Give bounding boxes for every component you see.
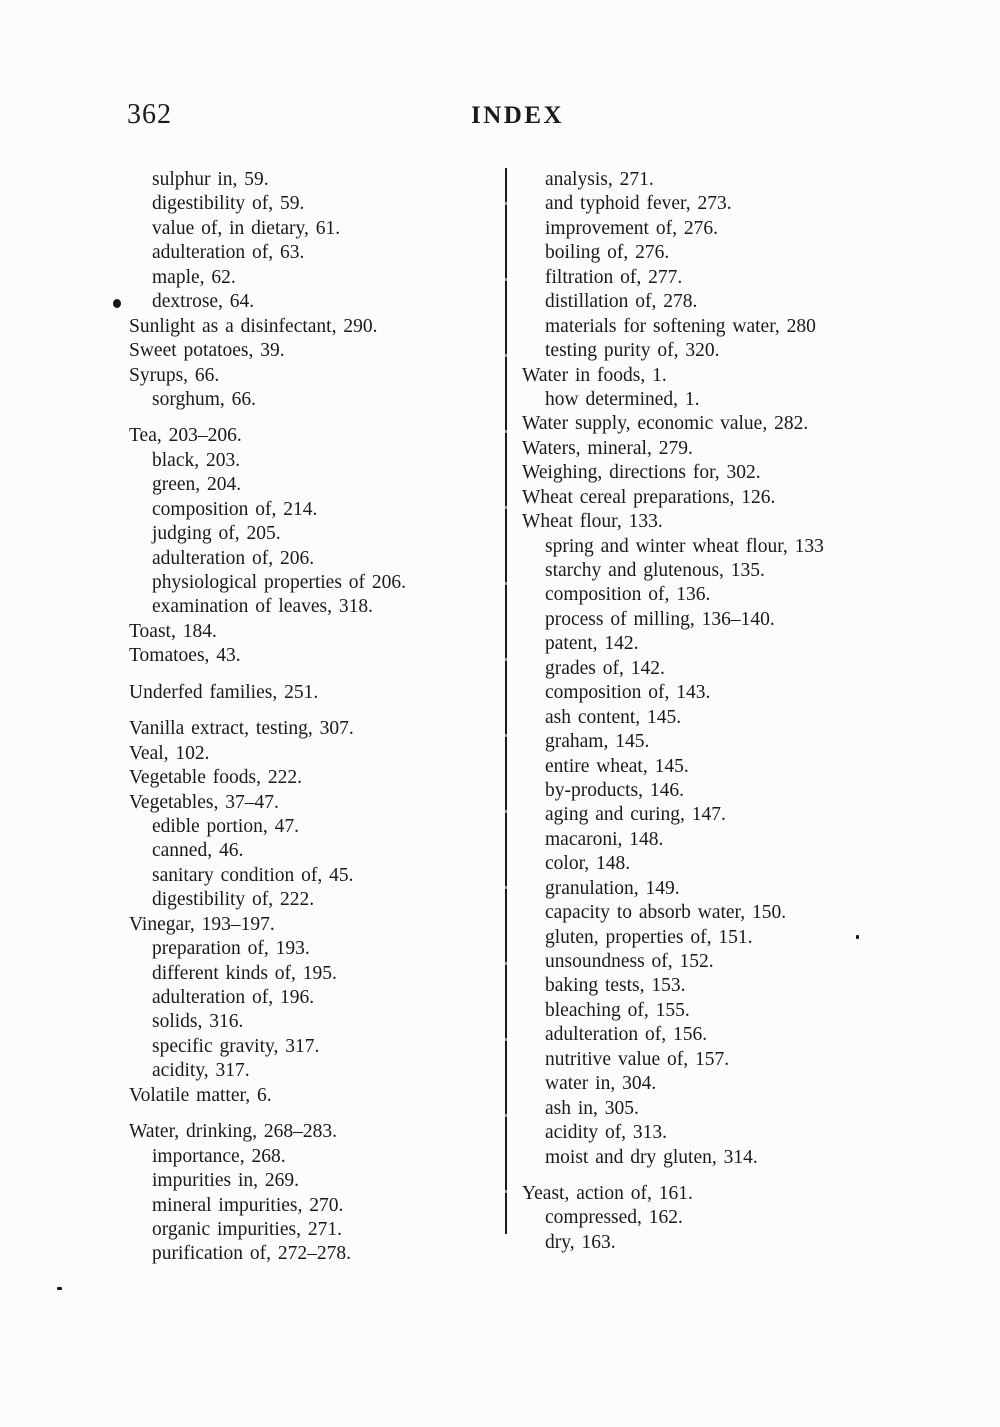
index-entry: digestibility of, 59. <box>152 193 305 215</box>
index-entry: color, 148. <box>545 853 631 875</box>
stray-ink-bullet-artifact <box>113 299 121 308</box>
index-entry: ash content, 145. <box>545 706 682 728</box>
index-entry: boiling of, 276. <box>545 242 670 264</box>
index-entry: improvement of, 276. <box>545 217 718 239</box>
index-entry: maple, 62. <box>152 266 236 288</box>
index-entry: Water supply, economic value, 282. <box>522 413 809 435</box>
index-entry: sorghum, 66. <box>152 388 257 410</box>
index-entry: Toast, 184. <box>129 620 217 642</box>
index-entry: testing purity of, 320. <box>545 340 720 362</box>
index-entry: nutritive value of, 157. <box>545 1048 730 1070</box>
index-entry: ash in, 305. <box>545 1097 639 1119</box>
index-block <box>522 168 932 1170</box>
index-entry: Syrups, 66. <box>129 364 220 386</box>
index-entry: gluten, properties of, 151. <box>545 926 753 948</box>
index-left-column <box>129 168 514 1267</box>
index-entry: Volatile matter, 6. <box>129 1084 272 1106</box>
index-entry: canned, 46. <box>152 840 244 862</box>
index-entry: digestibility of, 222. <box>152 889 315 911</box>
index-entry: water in, 304. <box>545 1073 657 1095</box>
index-entry: Underfed families, 251. <box>129 681 319 703</box>
index-entry: sanitary condition of, 45. <box>152 864 354 886</box>
page-title: INDEX <box>471 102 565 129</box>
index-entry: solids, 316. <box>152 1011 244 1033</box>
index-entry: capacity to absorb water, 150. <box>545 902 787 924</box>
index-entry: composition of, 214. <box>152 498 318 520</box>
index-entry: granulation, 149. <box>545 877 680 899</box>
index-entry: Water, drinking, 268–283. <box>129 1121 337 1143</box>
index-entry: Yeast, action of, 161. <box>522 1182 693 1204</box>
index-entry: black, 203. <box>152 449 241 471</box>
index-entry: how determined, 1. <box>545 388 700 410</box>
index-entry: and typhoid fever, 273. <box>545 193 732 215</box>
index-entry: grades of, 142. <box>545 657 665 679</box>
index-entry: composition of, 136. <box>545 584 711 606</box>
index-entry: acidity, 317. <box>152 1060 250 1082</box>
index-block <box>129 424 514 668</box>
index-entry: distillation of, 278. <box>545 291 698 313</box>
index-entry: Wheat flour, 133. <box>522 511 663 533</box>
index-entry: Vegetables, 37–47. <box>129 791 279 813</box>
index-entry: Weighing, directions for, 302. <box>522 462 761 484</box>
index-entry: preparation of, 193. <box>152 938 310 960</box>
index-entry: dextrose, 64. <box>152 291 255 313</box>
index-entry: physiological properties of 206. <box>152 572 407 593</box>
index-entry: graham, 145. <box>545 731 650 753</box>
index-entry: baking tests, 153. <box>545 975 686 997</box>
index-entry: different kinds of, 195. <box>152 962 337 984</box>
index-entry: Water in foods, 1. <box>522 364 667 386</box>
index-block <box>522 1182 932 1255</box>
index-entry: examination of leaves, 318. <box>152 596 373 618</box>
ink-dash-artifact <box>57 1287 62 1290</box>
index-entry: adulteration of, 196. <box>152 987 315 1008</box>
index-entry: specific gravity, 317. <box>152 1035 320 1057</box>
index-entry: analysis, 271. <box>545 169 654 190</box>
index-entry: starchy and glutenous, 135. <box>545 560 765 581</box>
index-entry: spring and winter wheat flour, 133 <box>545 535 824 557</box>
index-entry: Waters, mineral, 279. <box>522 437 693 459</box>
index-entry: Vinegar, 193–197. <box>129 913 275 935</box>
index-entry: entire wheat, 145. <box>545 755 689 777</box>
index-block <box>129 168 514 412</box>
ink-speck-artifact <box>856 935 859 939</box>
index-entry: Sweet potatoes, 39. <box>129 340 285 362</box>
index-entry: bleaching of, 155. <box>545 999 690 1021</box>
index-entry: adulteration of, 156. <box>545 1024 708 1046</box>
index-entry: process of milling, 136–140. <box>545 608 775 630</box>
index-entry: filtration of, 277. <box>545 266 683 288</box>
index-entry: patent, 142. <box>545 633 639 655</box>
index-entry: impurities in, 269. <box>152 1170 299 1192</box>
index-entry: edible portion, 47. <box>152 815 299 837</box>
index-right-column <box>522 168 932 1255</box>
index-entry: acidity of, 313. <box>545 1122 668 1144</box>
index-entry: importance, 268. <box>152 1145 286 1167</box>
index-entry: composition of, 143. <box>545 682 711 704</box>
index-entry: macaroni, 148. <box>545 828 664 850</box>
index-entry: Wheat cereal preparations, 126. <box>522 486 776 508</box>
page-number: 362 <box>127 99 172 130</box>
index-entry: dry, 163. <box>545 1231 616 1253</box>
index-entry: organic impurities, 271. <box>152 1218 342 1240</box>
index-entry: Tea, 203–206. <box>129 425 242 447</box>
index-entry: adulteration of, 63. <box>152 242 305 264</box>
index-block <box>129 1120 514 1267</box>
index-entry: moist and dry gluten, 314. <box>545 1146 758 1168</box>
index-block <box>129 681 514 705</box>
index-entry: compressed, 162. <box>545 1207 683 1229</box>
index-entry: judging of, 205. <box>152 523 281 545</box>
index-block <box>129 717 514 1108</box>
index-entry: mineral impurities, 270. <box>152 1194 344 1216</box>
index-entry: Veal, 102. <box>129 742 210 764</box>
index-entry: adulteration of, 206. <box>152 547 315 569</box>
index-entry: Tomatoes, 43. <box>129 645 241 667</box>
index-entry: Sunlight as a disinfectant, 290. <box>129 315 378 337</box>
index-entry: Vanilla extract, testing, 307. <box>129 718 354 740</box>
index-entry: Vegetable foods, 222. <box>129 767 302 789</box>
index-entry: materials for softening water, 280 <box>545 315 816 337</box>
index-entry: aging and curing, 147. <box>545 804 726 826</box>
index-entry: purification of, 272–278. <box>152 1243 351 1265</box>
index-entry: sulphur in, 59. <box>152 169 269 190</box>
index-entry: green, 204. <box>152 474 242 496</box>
index-entry: by-products, 146. <box>545 779 685 801</box>
index-entry: value of, in dietary, 61. <box>152 217 341 239</box>
index-entry: unsoundness of, 152. <box>545 951 714 972</box>
